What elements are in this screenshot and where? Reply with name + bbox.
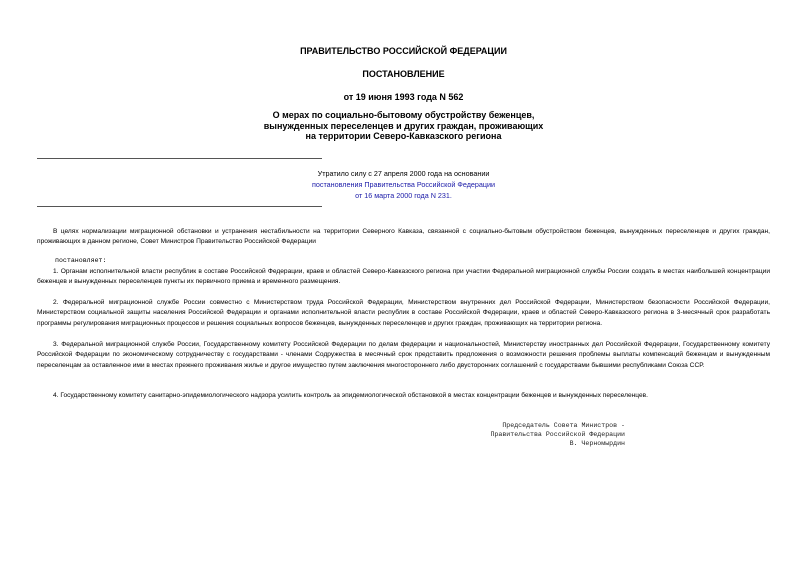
divider-top bbox=[37, 158, 322, 159]
item-text: 2. Федеральной миграционной службе России совместно с Министерством труда Российской Федерации, Министерством внутренних дел Российской Федерации, Министерством безопасности Российской Федерации, Министерством социальной защиты населения Российской Федерации и органами исполнительной власти республик в составе Российской Федерации, краев и областей Северо-Кавказского региона в 3-месячный срок разработать программы регулирования миграционных процессов и решения социальных вопросов беженцев, вынужденных переселенцев и других граждан, проживающих на территории региона. bbox=[37, 299, 770, 327]
intro-paragraph bbox=[37, 227, 770, 248]
status-note-link[interactable]: постановления Правительства Российской Федерации bbox=[311, 180, 496, 189]
document-date: от 19 июня 1993 года N 562 bbox=[343, 92, 464, 102]
document-title bbox=[0, 110, 807, 142]
item-paragraph-4 bbox=[37, 391, 770, 401]
signature-title: Председатель Совета Министров - bbox=[502, 422, 625, 429]
signature-org: Правительства Российской Федерации bbox=[490, 431, 625, 438]
authority-heading: ПРАВИТЕЛЬСТВО РОССИЙСКОЙ ФЕДЕРАЦИИ bbox=[300, 46, 507, 56]
divider-bottom bbox=[37, 206, 322, 207]
item-text: 1. Органам исполнительной власти республик в составе Российской Федерации, краев и областей Северо-Кавказского региона при участии Федеральной миграционной службы России создать в местах наибольшей концентрации беженцев и вынужденных переселенцев пункты их первичного приема и временного размещения. bbox=[37, 268, 770, 286]
decree-word: постановляет: bbox=[55, 257, 107, 264]
status-note-link-date[interactable]: от 16 марта 2000 года N 231. bbox=[355, 191, 452, 200]
title-line: вынужденных переселенцев и других граждан, проживающих bbox=[263, 120, 544, 131]
document-type-heading: ПОСТАНОВЛЕНИЕ bbox=[362, 69, 445, 79]
title-line: на территории Северо-Кавказского региона bbox=[305, 131, 502, 141]
title-line: О мерах по социально-бытовому обустройству беженцев, bbox=[272, 110, 535, 120]
item-text: 4. Государственному комитету санитарно-эпидемиологического надзора усилить контроль за эпидемиологической обстановкой в местах концентрации беженцев и вынужденных переселенцев. bbox=[53, 392, 648, 399]
item-text: 3. Федеральной миграционной службе России, Государственному комитету Российской Федерации по делам федерации и национальностей, Министерству иностранных дел Российской Федерации, Государственному комитету Российской Федерации по экономическому сотрудничеству с государствами - членами Содружества в месячный срок представить предложения о возможности решения проблемы выплаты компенсаций беженцам и вынужденным переселенцам за оставленное ими в местах прежнего проживания жилье и другое имущество путем заключения многостороннего либо двусторонних соглашений с государствами бывшими республиками Союза ССР. bbox=[37, 341, 770, 369]
status-note-text: Утратило силу с 27 апреля 2000 года на основании bbox=[317, 169, 490, 178]
item-paragraph-3 bbox=[37, 340, 770, 371]
signature-name: В. Черномырдин bbox=[569, 440, 625, 447]
intro-text: В целях нормализации миграционной обстановки и устранения нестабильности на территории Северного Кавказа, связанной с социально-бытовым обустройством беженцев, вынужденных переселенцев и других граждан, проживающих в данном регионе, Совет Министров Правительство Российской Федерации bbox=[37, 228, 770, 246]
item-paragraph-2 bbox=[37, 298, 770, 329]
item-paragraph-1 bbox=[37, 267, 770, 288]
